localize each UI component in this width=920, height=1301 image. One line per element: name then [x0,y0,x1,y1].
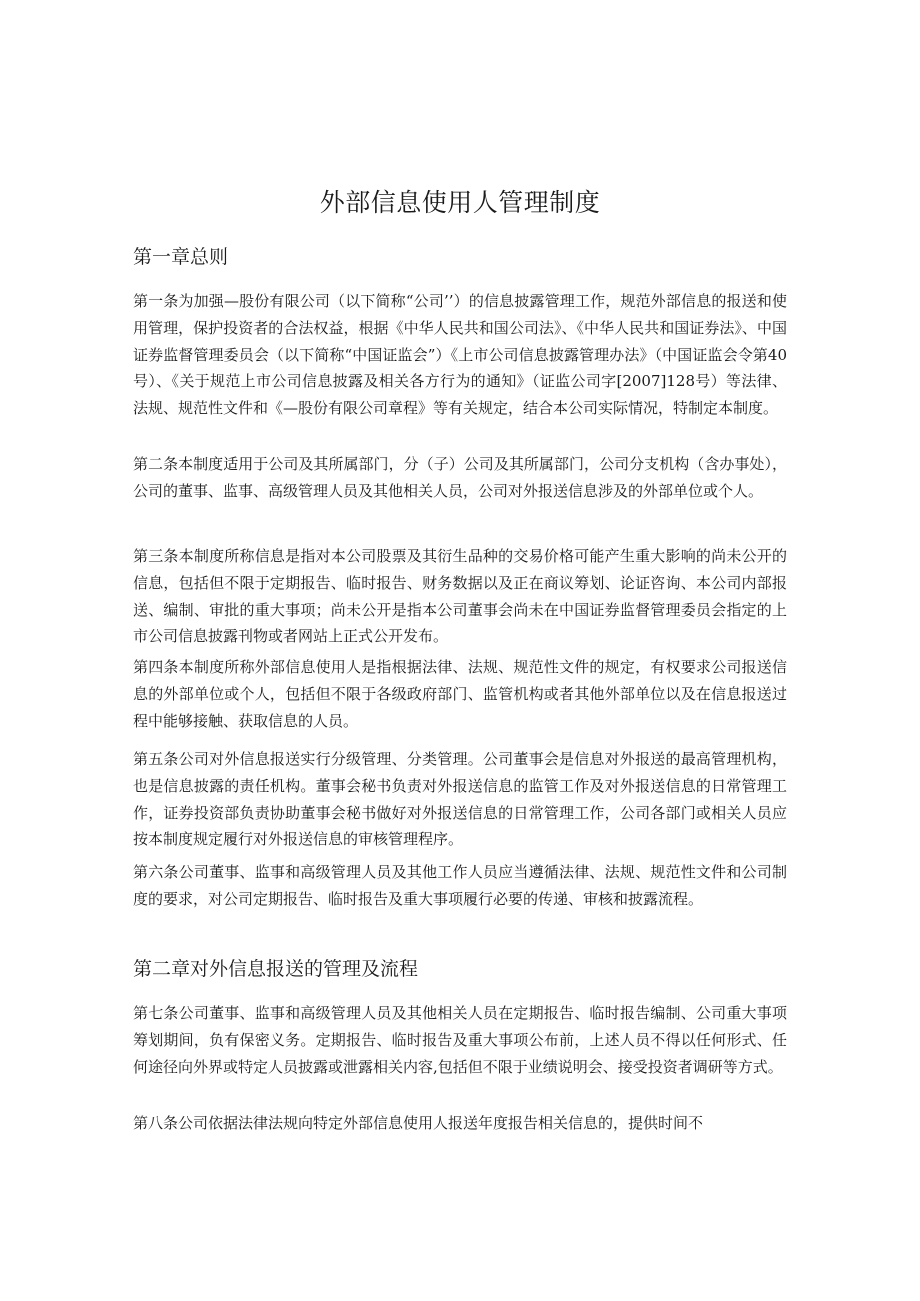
article-8: 第八条公司依据法律法规向特定外部信息使用人报送年度报告相关信息的，提供时间不 [133,1114,704,1132]
article-5: 第五条公司对外信息报送实行分级管理、分类管理。公司董事会是信息对外报送的最高管理机构，也是信息披露的责任机构。董事会秘书负责对外报送信息的监管工作及对外报送信息的日常管理工作，证券投资部负责协助董事会秘书做好对外报送信息的日常管理工作，公司各部门或相关人员应按本制度规定履行对外报送信息的审核管理程序。 [133,750,787,849]
chapter-1-heading: 第一章总则 [133,246,229,268]
article-6: 第六条公司董事、监事和高级管理人员及其他工作人员应当遵循法律、法规、规范性文件和公司制度的要求，对公司定期报告、临时报告及重大事项履行必要的传递、审核和披露流程。 [133,863,787,908]
article-1: 第一条为加强—股份有限公司（以下简称“公司’’）的信息披露管理工作，规范外部信息的报送和使用管理，保护投资者的合法权益，根据《中华人民共和国公司法》、《中华人民共和国证券法》、中国证券监督管理委员会（以下简称“中国证监会”）《上市公司信息披露管理办法》（中国证监会令第40号）、《关于规范上市公司信息披露及相关各方行为的通知》（证监公司字[2007]128号）等法律、法规、规范性文件和《—股份有限公司章程》等有关规定，结合本公司实际情况，特制定本制度。 [133,292,787,418]
document-title: 外部信息使用人管理制度 [319,188,601,217]
article-3: 第三条本制度所称信息是指对本公司股票及其衍生品种的交易价格可能产生重大影响的尚未公开的信息，包括但不限于定期报告、临时报告、财务数据以及正在商议筹划、论证咨询、本公司内部报送、编制、审批的重大事项；尚未公开是指本公司董事会尚未在中国证券监督管理委员会指定的上市公司信息披露刊物或者网站上正式公开发布。 [133,547,787,646]
article-4: 第四条本制度所称外部信息使用人是指根据法律、法规、规范性文件的规定，有权要求公司报送信息的外部单位或个人，包括但不限于各级政府部门、监管机构或者其他外部单位以及在信息报送过程中能够接触、获取信息的人员。 [133,658,787,730]
chapter-2-heading: 第二章对外信息报送的管理及流程 [133,958,419,980]
article-2: 第二条本制度适用于公司及其所属部门，分（子）公司及其所属部门，公司分支机构（含办事处），公司的董事、监事、高级管理人员及其他相关人员，公司对外报送信息涉及的外部单位或个人。 [133,455,787,500]
article-7: 第七条公司董事、监事和高级管理人员及其他相关人员在定期报告、临时报告编制、公司重大事项筹划期间，负有保密义务。定期报告、临时报告及重大事项公布前，上述人员不得以任何形式、任何途径向外界或特定人员披露或泄露相关内容,包括但不限于业绩说明会、接受投资者调研等方式。 [133,1004,787,1076]
